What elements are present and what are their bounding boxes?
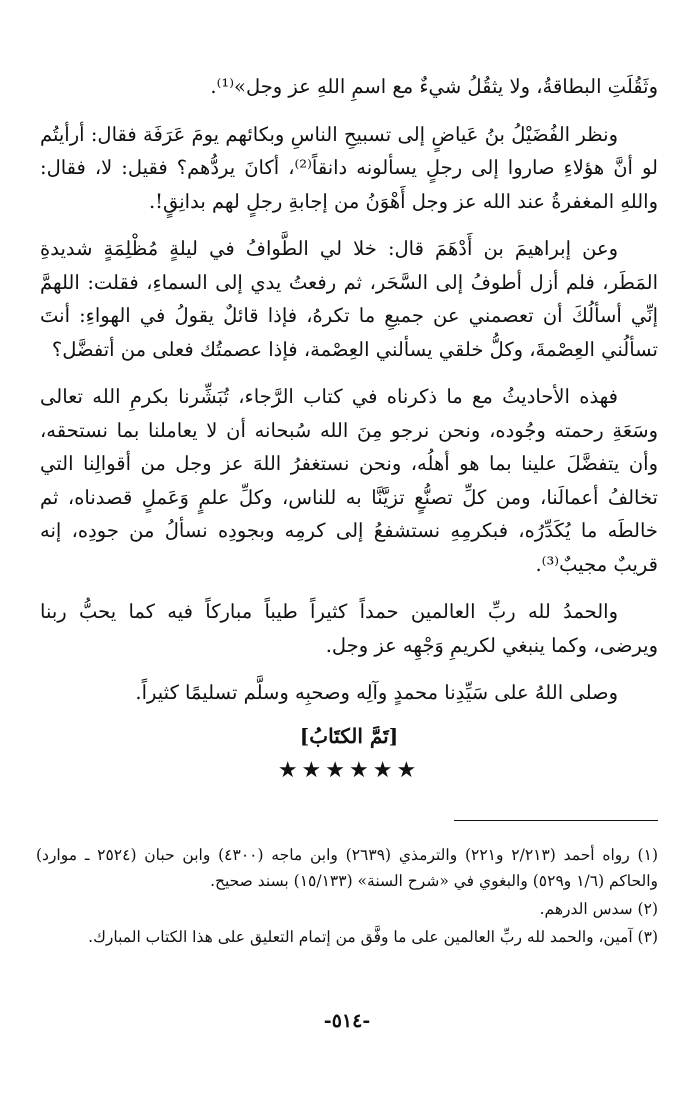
footnote-3: (٣) آمين، والحمد لله ربِّ العالمين على ما وفَّق من إتمام التعليق على هذا الكتاب المبارك. xyxy=(88,928,658,946)
paragraph-6: وصلى اللهُ على سَيِّدِنا محمدٍ وآلِه وصحبِه وسلَّم تسليمًا كثيراً. xyxy=(135,681,618,704)
footnotes xyxy=(36,842,658,952)
stars-ornament: ★★★★★★ xyxy=(277,757,421,783)
paragraph-1: وثَقُلَتِ البطاقةُ، ولا يثقُلُ شيءٌ مع اسمِ اللهِ عز وجل»⁽¹⁾. xyxy=(210,75,658,98)
footnote-1: (١) رواه أحمد (٢/٢١٣ و٢٢١) والترمذي (٢٦٣٩) وابن ماجه (٤٣٠٠) وابن حبان (٢٥٢٤ ـ موارد) والحاكم (١/٦ و٥٢٩) والبغوي في «شرح السنة» (١٥/١٣٣) بسند صحيح. xyxy=(36,846,658,890)
page-body xyxy=(40,70,658,783)
paragraph-3: وعن إبراهيمَ بن أَدْهَمَ قال: خلا لي الطَّوافُ في ليلةٍ مُظْلِمَةٍ شديدةِ المَطَر، فلم أزل أطوفُ إلى السَّحَر، ثم رفعتُ يدي إلى السماءِ، فقلت: اللهمَّ إنِّي أسألُكَ أن تعصمني عن جميعِ ما تكرهُ، فإذا قائلٌ يقولُ في الهواءِ: أنتَ تسألُني العِصْمةَ، وكلُّ خلقي يسألني العِصْمة، فإذا عصمتُك فعلى من أتفضَّل؟ xyxy=(40,237,658,361)
footnote-2: (٢) سدس الدرهم. xyxy=(539,900,658,918)
paragraph-5: والحمدُ لله ربِّ العالمين حمداً كثيراً طيباً مباركاً فيه كما يحبُّ ربنا ويرضى، وكما ينبغي لكريمِ وَجْهِه عز وجل. xyxy=(40,600,658,657)
paragraph-2: ونظر الفُضَيْلُ بنُ عَياضٍ إلى تسبيحِ الناسِ وبكائهم يومَ عَرَفَة فقال: أرأيتُم لو أنَّ هؤلاءِ صاروا إلى رجلٍ يسألونه دانقاً⁽²⁾، أكانَ يردُّهم؟ فقيل: لا، فقال: واللهِ المغفرةُ عند الله عز وجل أَهْوَنُ من إجابةِ رجلٍ لهم بدانِقٍ!. xyxy=(40,122,658,213)
book-end-title: [تَمَّ الكتَابُ] xyxy=(299,723,399,748)
footnote-divider xyxy=(454,820,658,821)
paragraph-4: فهذه الأحاديثُ مع ما ذكرناه في كتاب الرَّجاء، تُبَشِّرنا بكرمِ الله تعالى وسَعَةِ رحمته وجُوده، ونحن نرجو مِنَ الله سُبحانه أن لا يعاملنا بما نستحقه، وأن يتفضَّلَ علينا بما هو أهلُه، ونحن نستغفرُ اللهَ عز وجل من أقوالِنا التي تخالفُ أعمالَنا، ومن كلِّ تصنُّعٍ تزيَّنَّا به للناس، وكلِّ علمٍ وَعَملٍ قصدناه، ثم خالطَه ما يُكَدِّرُه، فبكرمِهِ نستشفعُ إلى كرمِه وبجودِه نسألُ من جودِه، إنه قريبٌ مجيبٌ⁽³⁾. xyxy=(40,385,658,576)
page-number: -٥١٤- xyxy=(323,1010,371,1032)
